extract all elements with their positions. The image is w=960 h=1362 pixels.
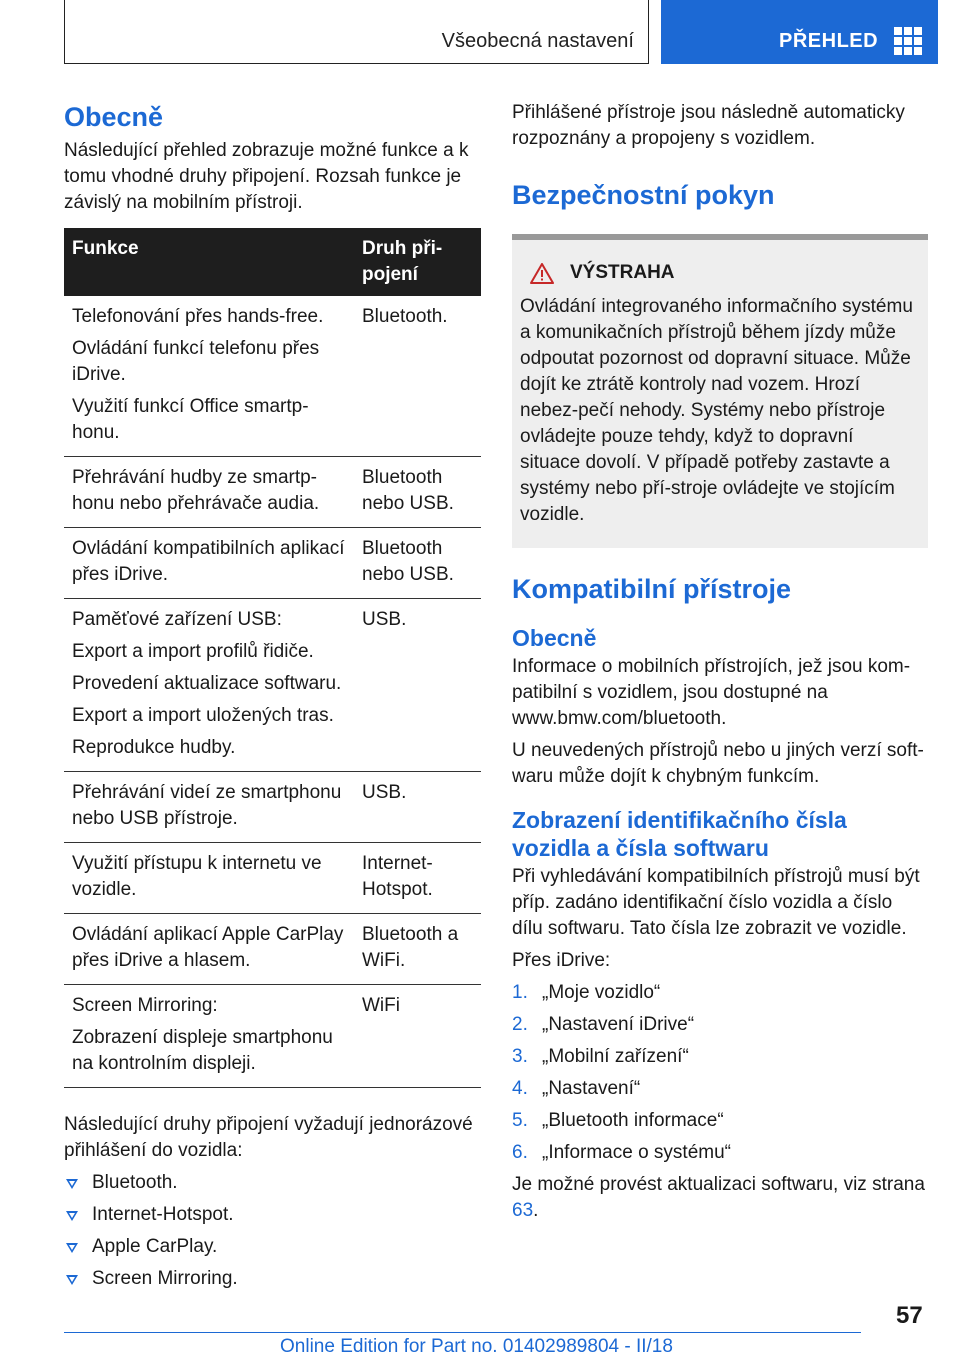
functions-table	[64, 228, 481, 1088]
triangle-bullet-icon	[66, 1179, 78, 1189]
step-item	[512, 1076, 928, 1102]
list-item-text: Apple CarPlay.	[92, 1236, 218, 1257]
connection-cell: WiFi	[354, 985, 481, 1088]
overview-button[interactable]	[661, 0, 938, 64]
table-row	[64, 772, 481, 843]
page-link[interactable]: 63	[512, 1200, 534, 1221]
idrive-steps	[512, 980, 928, 1166]
step-text: „Mobilní zařízení“	[542, 1046, 689, 1067]
step-item	[512, 1140, 928, 1166]
function-line: Telefonování přes hands-free.	[72, 306, 324, 327]
page-number: 57	[896, 1302, 923, 1329]
step-text: „Informace o systému“	[542, 1142, 731, 1163]
function-line: Export a import uložených tras.	[72, 705, 334, 726]
update-end: .	[533, 1200, 539, 1221]
vin-paragraph: Při vyhledávání kompatibilních přístrojů musí být příp. zadáno identifikační číslo vozidla a číslo dílu softwaru. Tato čísla lze zobrazit ve vozidle.	[512, 866, 920, 939]
grid-icon	[894, 27, 922, 55]
warning-box	[512, 234, 928, 548]
list-item-text: Internet-Hotspot.	[92, 1204, 234, 1225]
step-number: 5.	[512, 1110, 528, 1131]
footer-divider	[64, 1332, 861, 1333]
left-column	[64, 100, 482, 1298]
function-line: Přehrávání videí ze smartphonu nebo USB přístroje.	[72, 782, 342, 829]
warning-header	[520, 260, 918, 286]
list-item-text: Bluetooth.	[92, 1172, 178, 1193]
pairing-paragraph: Přihlášené přístroje jsou následně automaticky rozpoznány a propojeny s vozidlem.	[512, 102, 905, 149]
general-heading: Obecně	[64, 102, 164, 132]
section-header	[64, 0, 649, 64]
function-cell	[64, 457, 354, 528]
via-idrive-label: Přes iDrive:	[512, 950, 611, 971]
warning-text: Ovládání integrovaného informačního systému a komunikačních přístrojů během jízdy může odpoutat pozornost od dopravní situace. Může dojít ke ztrátě kontroly nad vozem. Hrozí nebez-pečí nehody. Systémy nebo přístroje ovládejte pouze tehdy, když to dopravní situace dovolí. V případě potřeby zastavte a systémy nebo pří-stroje ovládejte ve stojícím vozidle.	[520, 296, 913, 525]
function-line: Provedení aktualizace softwaru.	[72, 673, 342, 694]
triangle-bullet-icon	[66, 1275, 78, 1285]
triangle-bullet-icon	[66, 1243, 78, 1253]
connection-cell: Bluetooth nebo USB.	[354, 457, 481, 528]
table-row	[64, 843, 481, 914]
list-item	[64, 1234, 482, 1260]
list-item	[64, 1170, 482, 1196]
warning-icon	[530, 263, 554, 284]
function-cell	[64, 296, 354, 457]
list-item-text: Screen Mirroring.	[92, 1268, 238, 1289]
step-number: 2.	[512, 1014, 528, 1035]
function-cell	[64, 985, 354, 1088]
edition-footer: Online Edition for Part no. 01402989804 - II/18	[280, 1336, 673, 1357]
function-line: Screen Mirroring:	[72, 995, 218, 1016]
triangle-bullet-icon	[66, 1211, 78, 1221]
table-row	[64, 457, 481, 528]
column-header-connection: Druh při- pojení	[354, 228, 481, 296]
function-line: Využití přístupu k internetu ve vozidle.	[72, 853, 322, 900]
step-text: „Nastavení“	[542, 1078, 641, 1099]
safety-heading: Bezpečnostní pokyn	[512, 180, 775, 210]
table-row	[64, 528, 481, 599]
function-line: Export a import profilů řidiče.	[72, 641, 314, 662]
right-column	[512, 100, 928, 1224]
overview-label: PŘEHLED	[779, 30, 879, 52]
connection-cell: USB.	[354, 772, 481, 843]
function-line: Přehrávání hudby ze smartp-honu nebo přehrávače audia.	[72, 467, 320, 514]
update-text: Je možné provést aktualizaci softwaru, viz strana	[512, 1174, 925, 1195]
step-number: 4.	[512, 1078, 528, 1099]
connection-cell: Bluetooth nebo USB.	[354, 528, 481, 599]
column-header-function: Funkce	[64, 228, 354, 296]
step-number: 6.	[512, 1142, 528, 1163]
list-item	[64, 1202, 482, 1228]
function-line: Reprodukce hudby.	[72, 737, 236, 758]
step-item	[512, 1044, 928, 1070]
function-line: Paměťové zařízení USB:	[72, 609, 282, 630]
step-number: 3.	[512, 1046, 528, 1067]
step-number: 1.	[512, 982, 528, 1003]
function-cell	[64, 772, 354, 843]
function-cell	[64, 599, 354, 772]
step-text: „Nastavení iDrive“	[542, 1014, 695, 1035]
step-item	[512, 1012, 928, 1038]
general-subheading: Obecně	[512, 625, 597, 651]
update-paragraph	[512, 1172, 928, 1224]
function-cell	[64, 843, 354, 914]
table-header-row	[64, 228, 481, 296]
function-cell	[64, 528, 354, 599]
connection-cell: USB.	[354, 599, 481, 772]
connection-note: Následující druhy připojení vyžadují jednorázové přihlášení do vozidla:	[64, 1114, 473, 1161]
connection-cell: Bluetooth.	[354, 296, 481, 457]
connection-list	[64, 1170, 482, 1292]
table-row	[64, 296, 481, 457]
compatible-devices-heading: Kompatibilní přístroje	[512, 574, 792, 604]
warning-title: VÝSTRAHA	[570, 262, 675, 283]
function-line: Ovládání kompatibilních aplikací přes iDrive.	[72, 538, 345, 585]
step-text: „Moje vozidlo“	[542, 982, 661, 1003]
unlisted-devices-paragraph: U neuvedených přístrojů nebo u jiných verzí soft-waru může dojít k chybným funkcím.	[512, 740, 924, 787]
table-row	[64, 599, 481, 772]
function-line: Využití funkcí Office smartp-honu.	[72, 396, 309, 443]
connection-cell: Internet-Hotspot.	[354, 843, 481, 914]
list-item	[64, 1266, 482, 1292]
step-item	[512, 1108, 928, 1134]
connection-cell: Bluetooth a WiFi.	[354, 914, 481, 985]
function-cell	[64, 914, 354, 985]
vin-heading: Zobrazení identifikačního čísla vozidla a čísla softwaru	[512, 807, 847, 861]
compat-info-paragraph: Informace o mobilních přístrojích, jež jsou kom-patibilní s vozidlem, jsou dostupné na www.bmw.com/bluetooth.	[512, 656, 911, 729]
table-row	[64, 985, 481, 1088]
step-item	[512, 980, 928, 1006]
intro-paragraph: Následující přehled zobrazuje možné funkce a k tomu vhodné druhy připojení. Rozsah funkce je závislý na mobilním přístroji.	[64, 140, 469, 213]
step-text: „Bluetooth informace“	[542, 1110, 724, 1131]
function-line: Ovládání aplikací Apple CarPlay přes iDrive a hlasem.	[72, 924, 344, 971]
section-title: Všeobecná nastavení	[441, 30, 634, 52]
table-row	[64, 914, 481, 985]
function-line: Zobrazení displeje smartphonu na kontrolním displeji.	[72, 1027, 333, 1074]
function-line: Ovládání funkcí telefonu přes iDrive.	[72, 338, 320, 385]
